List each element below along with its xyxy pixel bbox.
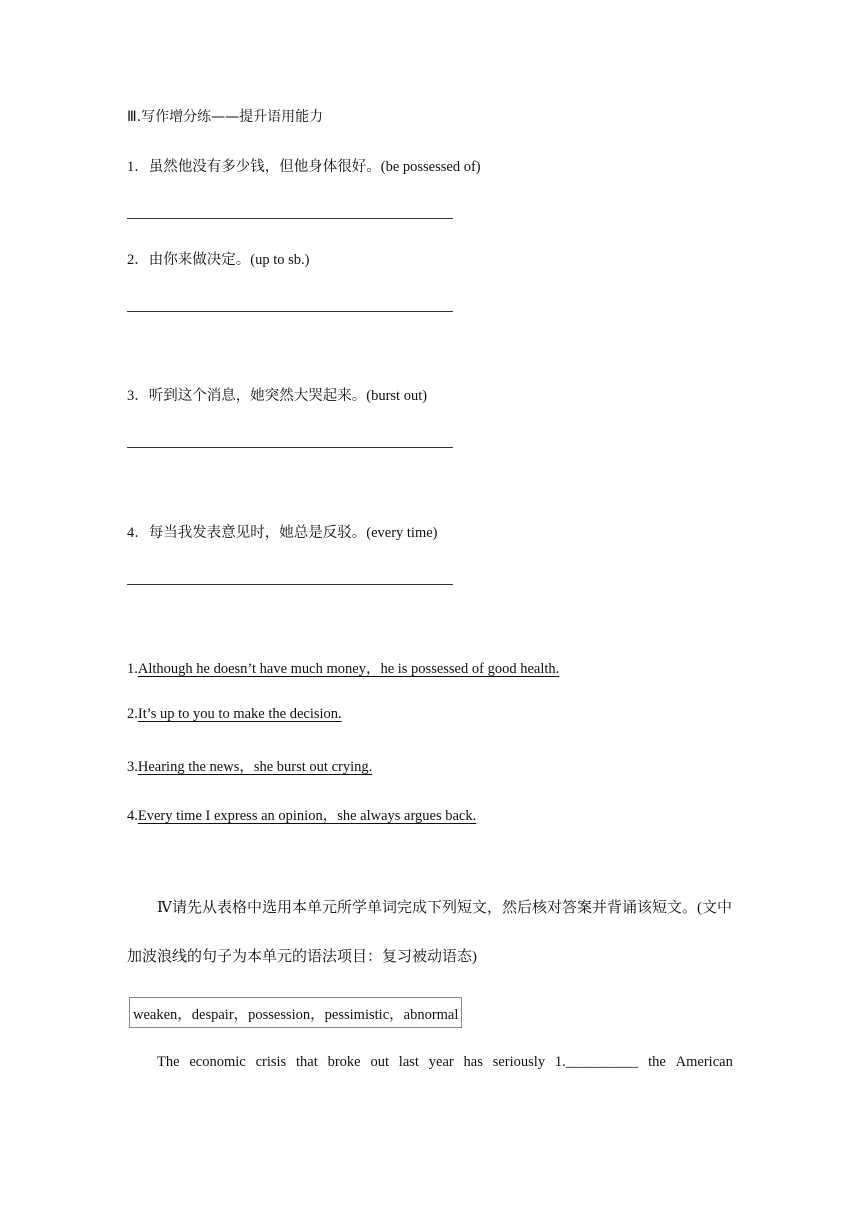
passage-word: crisis (255, 1054, 287, 1070)
passage-word: seriously (492, 1054, 546, 1070)
answer-number: 2. (127, 706, 138, 722)
answer-text: It’s up to you to make the decision. (137, 706, 342, 722)
passage-word: economic (189, 1054, 246, 1070)
answer-blank-line-1[interactable] (127, 218, 453, 219)
answer-blank-line-4[interactable] (127, 584, 453, 585)
answer-text: Every time I express an opinion，she always argues back. (137, 808, 477, 824)
passage-word: The (157, 1054, 180, 1070)
item-number: 3． (127, 388, 149, 404)
exercise-item-4 (127, 521, 438, 542)
passage-line-1 (157, 1054, 733, 1071)
answer-number: 4. (127, 808, 138, 824)
answer-number: 1. (127, 661, 138, 677)
passage-word: has (463, 1054, 483, 1070)
section-3-heading: Ⅲ.写作增分练——提升语用能力 (127, 109, 324, 125)
item-prompt: 由你来做决定。(up to sb.) (148, 252, 310, 268)
passage-word: American (675, 1054, 733, 1070)
word-bank-box: weaken，despair，possession，pessimistic，abnormal (129, 997, 462, 1028)
section-4-instruction-line-2: 加波浪线的句子为本单元的语法项目：复习被动语态) (127, 949, 477, 965)
exercise-item-1 (127, 155, 481, 176)
passage-word: broke (327, 1054, 361, 1070)
item-number: 2． (127, 252, 149, 268)
answer-text: Hearing the news，she burst out crying. (137, 759, 373, 775)
item-number: 4． (127, 525, 149, 541)
answer-4 (127, 804, 476, 825)
section-4-instruction-line-1: Ⅳ请先从表格中选用本单元所学单词完成下列短文，然后核对答案并背诵该短文。(文中 (157, 900, 732, 916)
answer-blank-line-2[interactable] (127, 311, 453, 312)
answer-1 (127, 657, 559, 678)
answer-text: Although he doesn’t have much money，he is possessed of good health. (137, 661, 560, 677)
passage-word: year (428, 1054, 454, 1070)
passage-word: 1.__________ (554, 1054, 639, 1070)
answer-3 (127, 755, 372, 776)
exercise-item-3 (127, 384, 427, 405)
passage-word: last (398, 1054, 419, 1070)
answer-2 (127, 706, 342, 723)
item-prompt: 听到这个消息，她突然大哭起来。(burst out) (148, 388, 428, 404)
answer-blank-line-3[interactable] (127, 447, 453, 448)
item-number: 1． (127, 159, 149, 175)
item-prompt: 每当我发表意见时，她总是反驳。(every time) (148, 525, 438, 541)
answer-number: 3. (127, 759, 138, 775)
passage-word: the (648, 1054, 666, 1070)
exercise-item-2 (127, 248, 309, 269)
item-prompt: 虽然他没有多少钱，但他身体很好。(be possessed of) (148, 159, 481, 175)
passage-word: out (370, 1054, 389, 1070)
passage-word: that (296, 1054, 318, 1070)
